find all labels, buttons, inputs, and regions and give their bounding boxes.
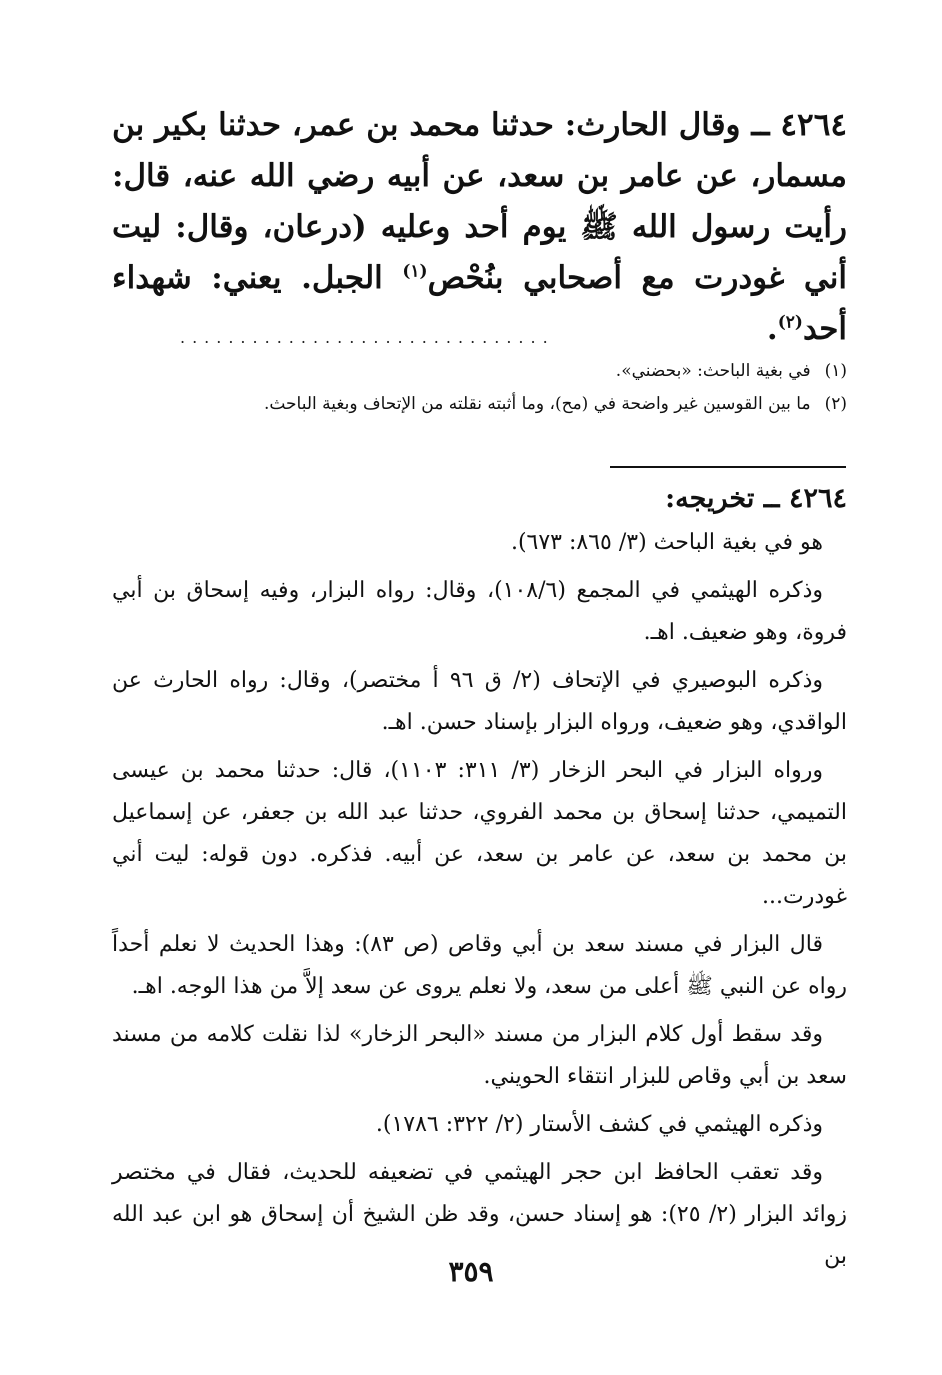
takhrij-paragraph: قال البزار في مسند سعد بن أبي وقاص (ص ٨٣): وهذا الحديث لا نعلم أحداً رواه عن النبي ﷺ أعلى من سعد، ولا نعلم يروى عن سعد إلاَّ من هذا الوجه. اهـ.	[112, 932, 847, 999]
footnote-1-marker: (١)	[402, 261, 428, 282]
hadith-text-middle: الجبل. يعني: شهداء أحد	[112, 260, 847, 347]
takhrij-heading: ٤٢٦٤ ــ تخريجه:	[665, 483, 847, 514]
takhrij-paragraph: وذكره الهيثمي في المجمع (١٠٨/٦)، وقال: رواه البزار، وفيه إسحاق بن أبي فروة، وهو ضعيف. اهـ.	[112, 578, 847, 645]
hadith-text	[112, 100, 847, 355]
footnote-text: ما بين القوسين غير واضحة في (مح)، وما أثبته نقلته من الإتحاف وبغية الباحث.	[263, 394, 811, 414]
takhrij-paragraph: وقد سقط أول كلام البزار من مسند «البحر الزخار» لذا نقلت كلامه من مسند سعد بن أبي وقاص للبزار انتقاء الحويني.	[112, 1022, 847, 1089]
hadith-text-before: ٤٢٦٤ ــ وقال الحارث: حدثنا محمد بن عمر، حدثنا بكير بن مسمار، عن عامر بن سعد، عن أبيه رضي الله عنه، قال: رأيت رسول الله ﷺ يوم أحد وعليه (درعان، وقال: ليت أني غودرت مع أصحابي بنُحْص	[112, 107, 848, 296]
footnote-1	[150, 355, 847, 388]
hadith-text-end: .	[766, 311, 778, 347]
dotted-separator: ...............................	[180, 328, 555, 347]
footnotes	[150, 355, 847, 421]
page-number: ٣٥٩	[448, 1255, 494, 1288]
takhrij-paragraph: هو في بغية الباحث (٣/ ٨٦٥: ٦٧٣).	[510, 530, 823, 555]
takhrij-paragraph: ورواه البزار في البحر الزخار (٣/ ٣١١: ١١٠٣)، قال: حدثنا محمد بن عيسى التميمي، حدثنا إسحاق بن محمد الفروي، حدثنا عبد الله بن جعفر، عن إسماعيل بن محمد بن سعد، عن عامر بن سعد، عن أبيه. فذكره. دون قوله: ليت أني غودرت...	[112, 758, 847, 909]
takhrij-paragraph: وقد تعقب الحافظ ابن حجر الهيثمي في تضعيفه للحديث، فقال في مختصر زوائد البزار (٢/ ٢٥): هو إسناد حسن، وقد ظن الشيخ أن إسحاق هو ابن عبد الله بن	[112, 1160, 848, 1269]
takhrij-paragraph: وذكره الهيثمي في كشف الأستار (٢/ ٣٢٢: ١٧٨٦).	[375, 1112, 823, 1137]
footnote-2-marker: (٢)	[777, 312, 803, 333]
takhrij-paragraph: وذكره البوصيري في الإتحاف (٢/ ق ٩٦ أ مختصر)، وقال: رواه الحارث عن الواقدي، وهو ضعيف، ورواه البزار بإسناد حسن. اهـ.	[112, 668, 847, 735]
footnote-number: (١)	[824, 361, 847, 381]
footnote-2	[150, 388, 847, 421]
footnote-text: في بغية الباحث: «بحضني».	[615, 361, 811, 381]
takhrij-section	[112, 478, 847, 1284]
footnote-number: (٢)	[824, 394, 847, 414]
section-divider-line	[610, 466, 846, 468]
